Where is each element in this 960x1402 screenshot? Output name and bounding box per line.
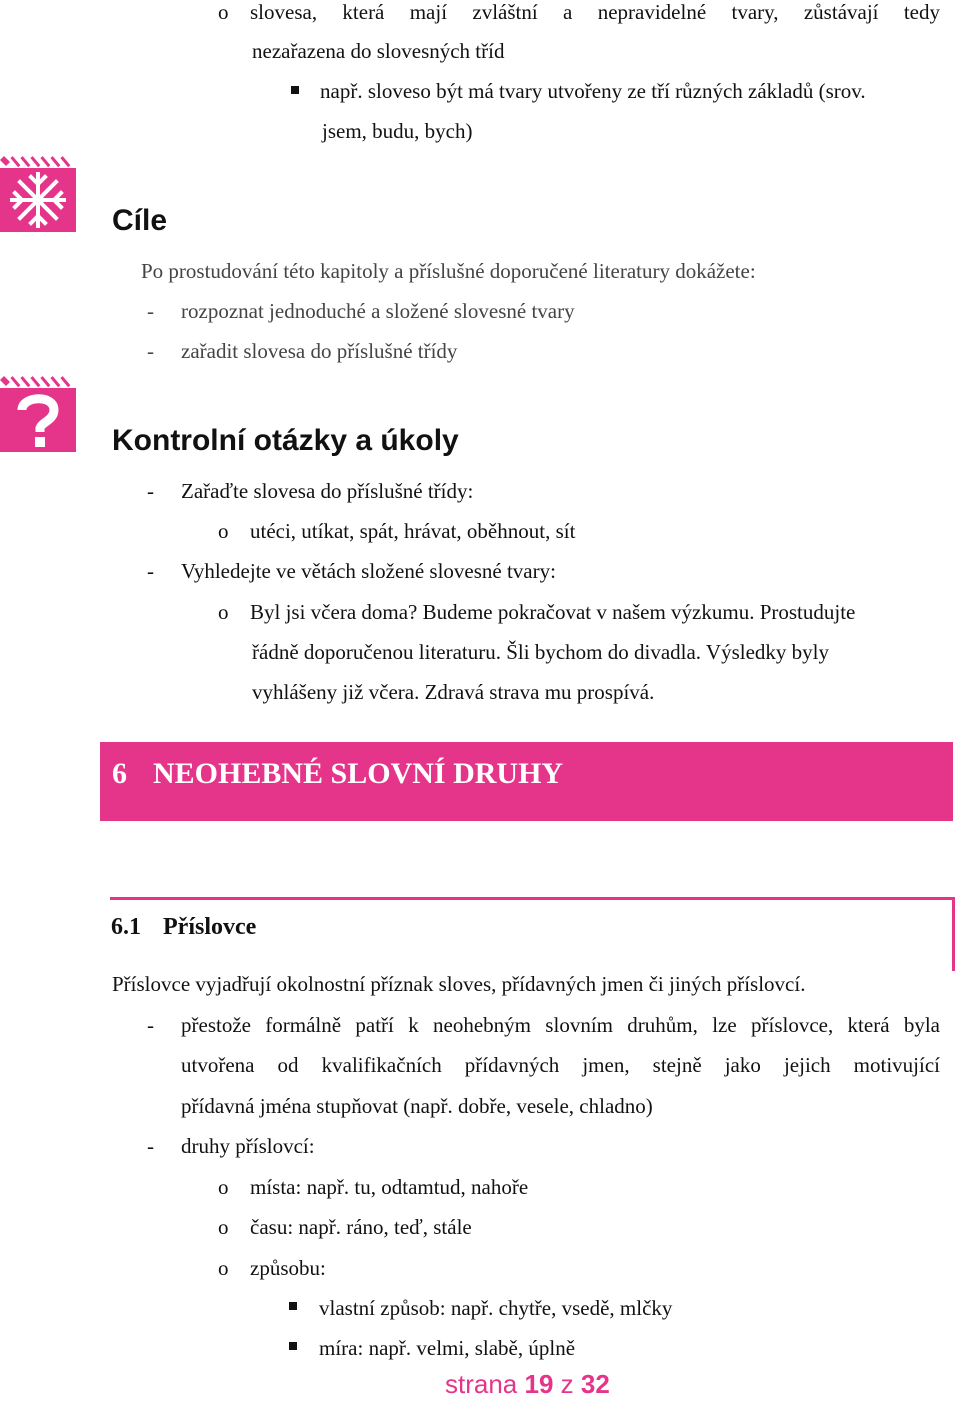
square-bullet (289, 1302, 297, 1310)
list-bullet-o: o (218, 600, 229, 624)
footer-total: 32 (580, 1369, 610, 1399)
list-bullet-o: o (218, 519, 229, 543)
list-dash: - (147, 1013, 154, 1037)
section-number: 6.1 (111, 914, 141, 940)
list-bullet-o: o (218, 1256, 229, 1280)
list-item: slovesa, která mají zvláštní a nepravidelné tvary, zůstávají tedy (250, 0, 940, 24)
task: Zařaďte slovesa do příslušné třídy: (181, 479, 474, 503)
snowflake-icon (0, 156, 76, 232)
goals-heading: Cíle (112, 204, 168, 237)
section-title: Příslovce (163, 914, 257, 940)
list-dash: - (147, 299, 154, 323)
square-bullet (289, 1342, 297, 1350)
footer-word: strana (445, 1369, 518, 1399)
section-rule-side (952, 897, 955, 971)
list-item: rozpoznat jednoduché a složené slovesné tvary (181, 299, 575, 323)
section-rule (110, 897, 955, 900)
task-sub: utéci, utíkat, spát, hrávat, oběhnout, sít (250, 519, 576, 543)
list-bullet-o: o (218, 0, 229, 24)
list-item-continuation: jsem, budu, bych) (322, 119, 473, 143)
list-dash: - (147, 1134, 154, 1158)
list-item-line: přídavná jména stupňovat (např. dobře, vesele, chladno) (181, 1094, 653, 1118)
list-dash: - (147, 339, 154, 363)
questions-heading: Kontrolní otázky a úkoly (112, 424, 459, 457)
kind-item: času: např. ráno, teď, stále (250, 1215, 472, 1239)
kind-item: způsobu: (250, 1256, 326, 1280)
list-bullet-o: o (218, 1215, 229, 1239)
task-sub-line: vyhlášeny již včera. Zdravá strava mu prospívá. (252, 680, 655, 704)
task: Vyhledejte ve větách složené slovesné tvary: (181, 559, 556, 583)
section-intro: Příslovce vyjadřují okolnostní příznak sloves, přídavných jmen či jiných příslovcí. (112, 972, 806, 996)
list-dash: - (147, 559, 154, 583)
manner-item: míra: např. velmi, slabě, úplně (319, 1336, 576, 1360)
square-bullet (291, 86, 299, 94)
list-item: zařadit slovesa do příslušné třídy (181, 339, 458, 363)
page-footer (445, 1369, 610, 1399)
list-item-line: utvořena od kvalifikačních přídavných jmen, stejně jako jejich motivující (181, 1053, 940, 1077)
list-item: např. sloveso být má tvary utvořeny ze tří různých základů (srov. (320, 79, 866, 103)
list-item: druhy příslovcí: (181, 1134, 315, 1158)
list-bullet-o: o (218, 1175, 229, 1199)
task-sub-line: řádně doporučenou literaturu. Šli bychom do divadla. Výsledky byly (252, 640, 829, 664)
kind-item: místa: např. tu, odtamtud, nahoře (250, 1175, 529, 1199)
chapter-band (100, 742, 953, 821)
task-sub-line: Byl jsi včera doma? Budeme pokračovat v našem výzkumu. Prostudujte (250, 600, 856, 624)
list-item-continuation: nezařazena do slovesných tříd (252, 39, 505, 63)
manner-item: vlastní způsob: např. chytře, vsedě, mlčky (319, 1296, 673, 1320)
chapter-name: NEOHEBNÉ SLOVNÍ DRUHY (153, 757, 564, 790)
footer-of: z (560, 1369, 574, 1399)
list-dash: - (147, 479, 154, 503)
question-mark-icon (0, 376, 76, 452)
goals-intro: Po prostudování této kapitoly a příslušné doporučené literatury dokážete: (141, 259, 756, 283)
chapter-title (112, 756, 563, 792)
list-item-line: přestože formálně patří k neohebným slovním druhům, lze příslovce, která byla (181, 1013, 940, 1037)
footer-page: 19 (524, 1369, 554, 1399)
chapter-number: 6 (112, 757, 127, 790)
section-heading (111, 912, 256, 942)
